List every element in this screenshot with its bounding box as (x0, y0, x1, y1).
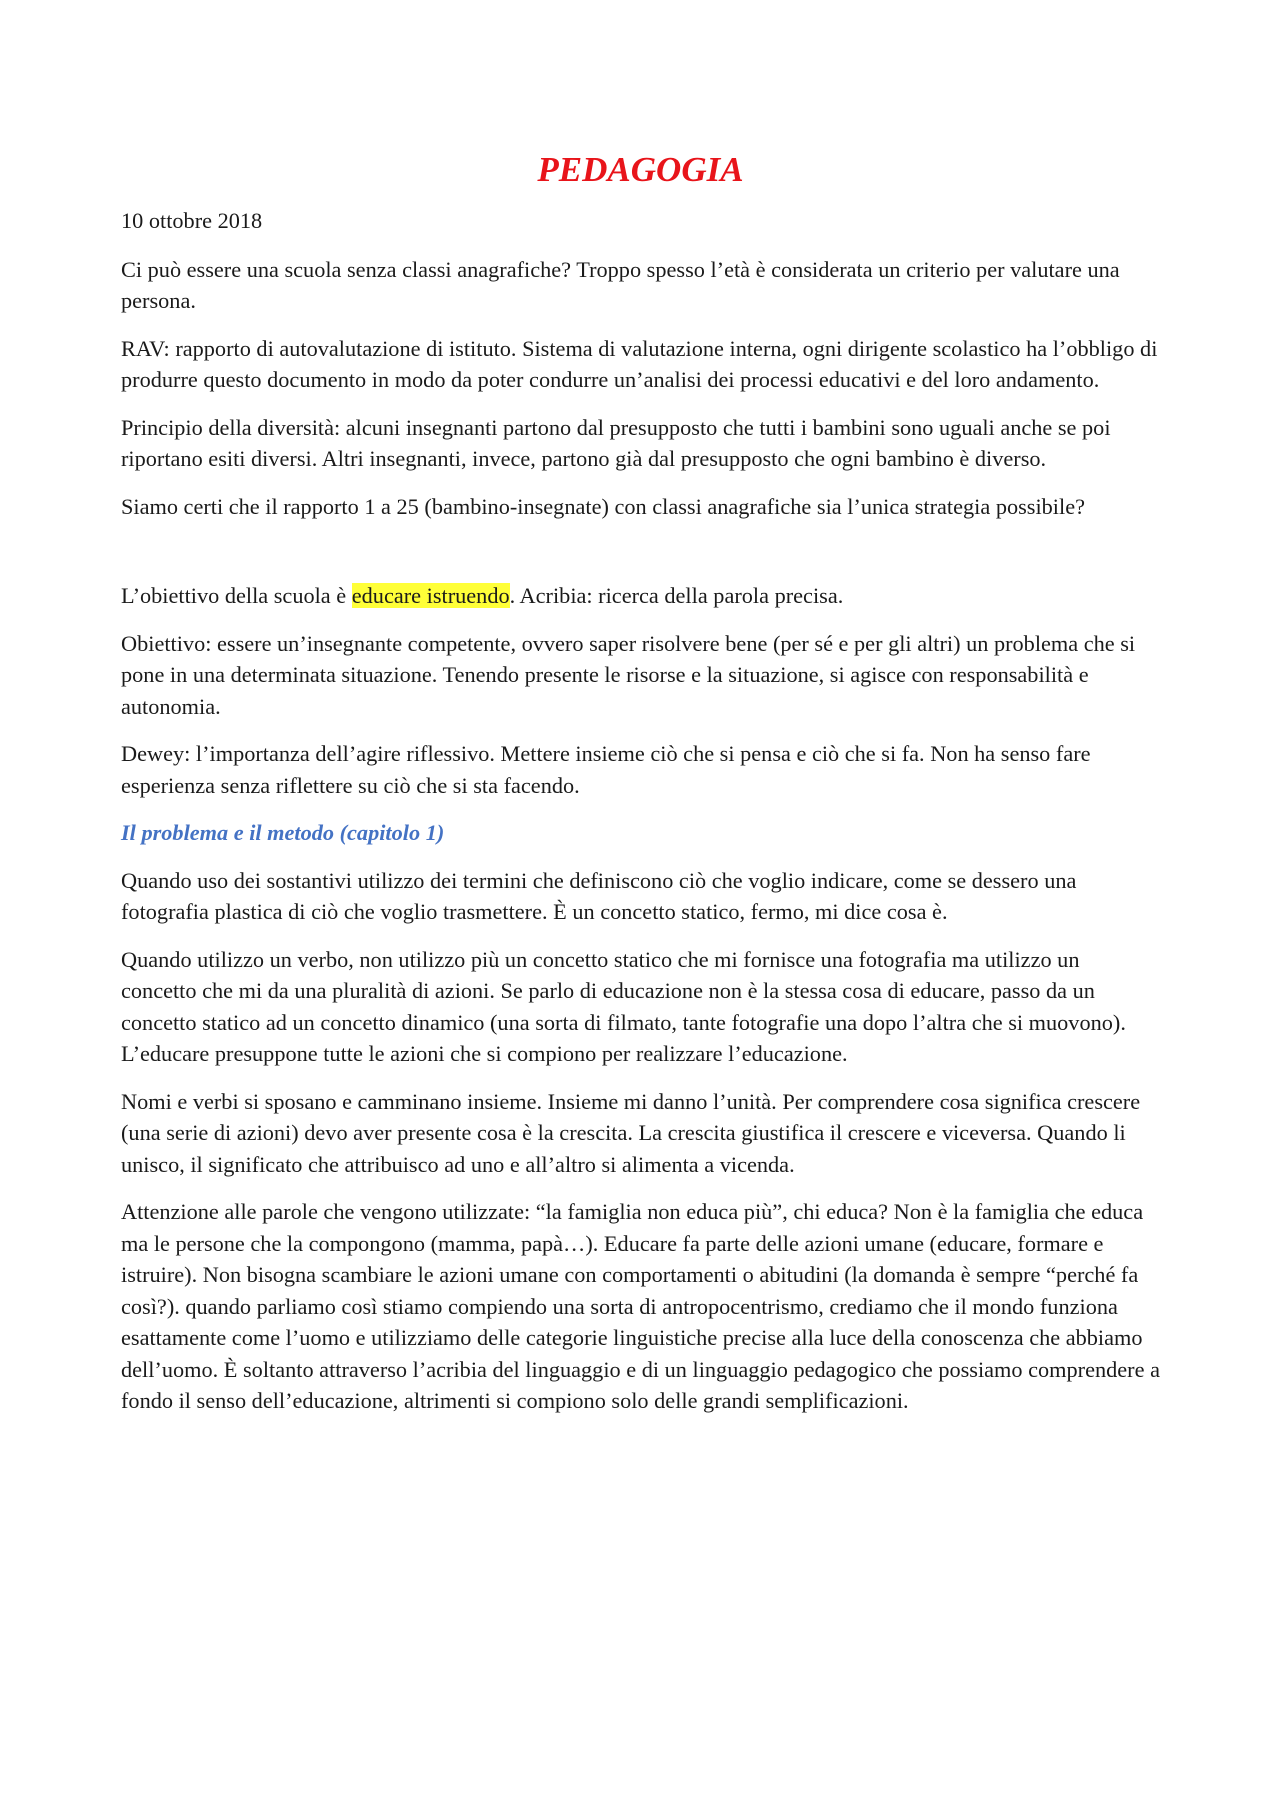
paragraph-insegnante-competente: Obiettivo: essere un’insegnante competente, ovvero saper risolvere bene (per sé e per gli altri) un problema che si pone in una determinata situazione. Tenendo presente le risorse e la situazione, si agisce con responsabilità e autonomia. (121, 630, 1136, 719)
paragraph-nomi-verbi: Nomi e verbi si sposano e camminano insieme. Insieme mi danno l’unità. Per comprendere cosa significa crescere (una serie di azioni) devo aver presente cosa è la crescita. La crescita giustifica il crescere e viceversa. Quando li unisco, il significato che attribuisco ad uno e all’altro si alimenta a vicenda. (121, 1088, 1141, 1177)
paragraph-principio-diversita: Principio della diversità: alcuni insegnanti partono dal presupposto che tutti i bambini sono uguali anche se poi riportano esiti diversi. Altri insegnanti, invece, partono già dal presupposto che ogni bambino è diverso. (121, 414, 1111, 471)
objective-text-after: . Acribia: ricerca della parola precisa. (509, 583, 844, 608)
paragraph-rav: RAV: rapporto di autovalutazione di istituto. Sistema di valutazione interna, ogni dirigente scolastico ha l’obbligo di produrre questo documento in modo da poter condurre un’analisi dei processi educativi e del loro andamento. (121, 335, 1158, 392)
paragraph-dewey: Dewey: l’importanza dell’agire riflessivo. Mettere insieme ciò che si pensa e ciò che si fa. Non ha senso fare esperienza senza riflettere su ciò che si sta facendo. (121, 741, 1091, 798)
paragraph-sostantivi: Quando uso dei sostantivi utilizzo dei termini che definiscono ciò che voglio indicare, come se dessero una fotografia plastica di ciò che voglio trasmettere. È un concetto statico, fermo, mi dice cosa è. (121, 867, 1077, 924)
paragraph-verbi: Quando utilizzo un verbo, non utilizzo più un concetto statico che mi fornisce una fotografia ma utilizzo un concetto che mi da una pluralità di azioni. Se parlo di educazione non è la stessa cosa di educare, passo da un concetto statico ad un concetto dinamico (una sorta di filmato, tante fotografie una dopo l’altra che si muovono). L’educare presuppone tutte le azioni che si compiono per realizzare l’educazione. (121, 946, 1126, 1066)
paragraph-classi-anagrafiche: Ci può essere una scuola senza classi anagrafiche? Troppo spesso l’età è considerata un criterio per valutare una persona. (121, 256, 1120, 313)
blank-line (121, 538, 1160, 580)
paragraph-parole-utilizzate: Attenzione alle parole che vengono utilizzate: “la famiglia non educa più”, chi educa? Non è la famiglia che educa ma le persone che la compongono (mamma, papà…). Educare fa parte delle azioni umane (educare, formare e istruire). Non bisogna scambiare le azioni umane con comportamenti o abitudini (la domanda è sempre “perché fa così?). quando parliamo così stiamo compiendo una sorta di antropocentrismo, crediamo che il mondo funziona esattamente come l’uomo e utilizziamo delle categorie linguistiche precise alla luce della conoscenza che abbiamo dell’uomo. È soltanto attraverso l’acribia del linguaggio e di un linguaggio pedagogico che possiamo comprendere a fondo il senso dell’educazione, altrimenti si compiono solo delle grandi semplificazioni. (121, 1199, 1160, 1413)
paragraph-rapporto-strategia: Siamo certi che il rapporto 1 a 25 (bambino-insegnate) con classi anagrafiche sia l’unica strategia possibile? (121, 493, 1085, 519)
document-date: 10 ottobre 2018 (121, 208, 263, 233)
highlighted-text: educare istruendo (351, 583, 510, 608)
document-title: PEDAGOGIA (537, 150, 744, 189)
objective-text-before: L’obiettivo della scuola è (121, 583, 352, 608)
paragraph-obiettivo-scuola (121, 580, 1160, 612)
section-heading: Il problema e il metodo (capitolo 1) (121, 820, 445, 845)
